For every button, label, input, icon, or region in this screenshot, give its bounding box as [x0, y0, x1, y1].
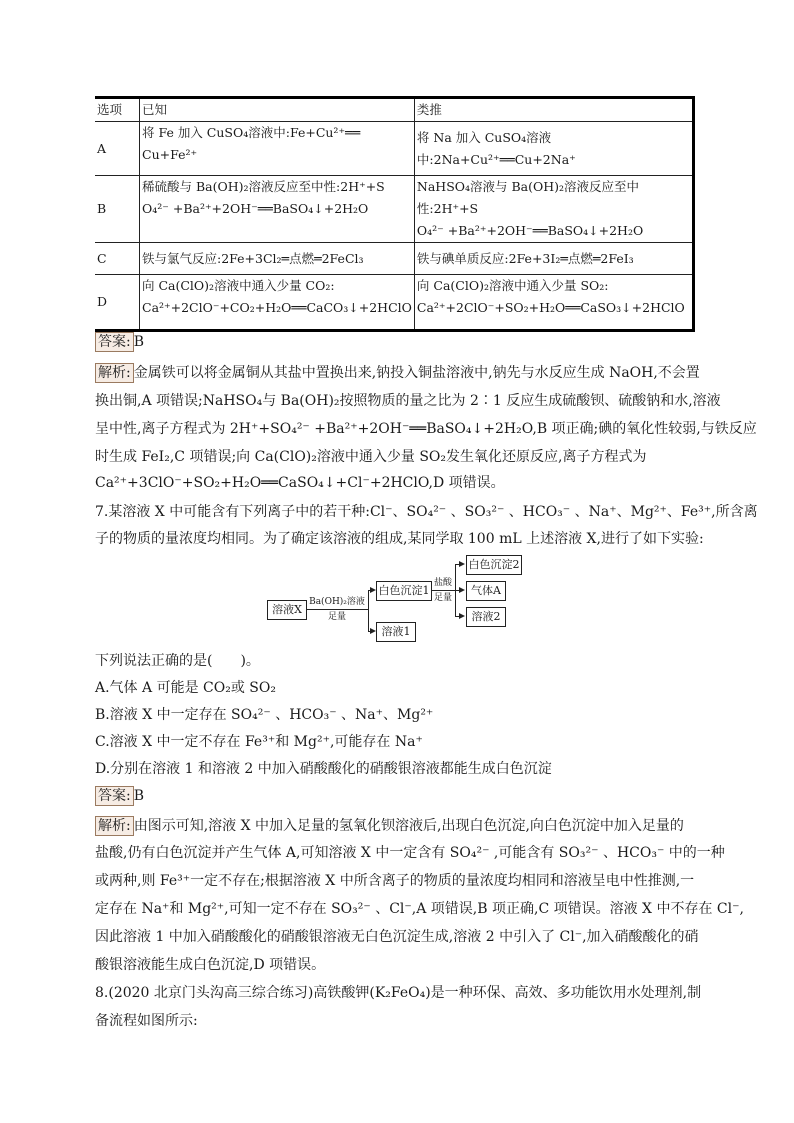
table-cell-known — [140, 176, 415, 243]
analogy-line-2: Ca²⁺+2ClO⁻+SO₂+H₂O══CaSO₃↓+2HClO — [416, 300, 685, 315]
white-ppt1-box: 白色沉淀1 — [376, 581, 432, 601]
table-header-analogy: 类推 — [414, 98, 693, 122]
analogy-line-1: 将 Na 加入 CuSO₄溶液中:2Na+Cu²⁺══Cu+2Na⁺ — [416, 129, 576, 167]
table-cell-option: D — [95, 275, 140, 331]
table-cell-known — [140, 243, 415, 275]
flow-branch — [368, 590, 369, 631]
answer-tag: 答案: — [95, 332, 134, 352]
analysis-tag: 解析: — [95, 816, 134, 836]
table-row — [95, 122, 694, 176]
table-cell-known — [140, 275, 415, 331]
q6-analysis-line-4: 时生成 FeI₂,C 项错误;向 Ca(ClO)₂溶液中通入少量 SO₂发生氧化还原反应,离子方程式为 — [95, 449, 647, 465]
known-line-2: Cu+Fe²⁺ — [142, 147, 198, 162]
q7-analysis-line-5: 因此溶液 1 中加入硝酸酸化的硝酸银溶液无白色沉淀生成,溶液 2 中引入了 Cl⁻,加入硝酸酸化的硝 — [95, 929, 699, 945]
q6-analysis-line-5: Ca²⁺+3ClO⁻+SO₂+H₂O══CaSO₄↓+Cl⁻+2HClO,D 项错误。 — [95, 475, 505, 491]
reagent1-amount: 足量 — [327, 612, 346, 622]
flow-line — [306, 609, 368, 610]
known-line-1: 将 Fe 加入 CuSO₄溶液中:Fe+Cu²⁺══ — [142, 125, 361, 140]
table-cell-analogy — [414, 176, 693, 243]
q7-option-b: B.溶液 X 中一定存在 SO₄²⁻ 、HCO₃⁻ 、Na⁺、Mg²⁺ — [95, 707, 434, 723]
known-line-1: 向 Ca(ClO)₂溶液中通入少量 CO₂: — [142, 278, 335, 293]
q6-analysis-line-3: 呈中性,离子方程式为 2H⁺+SO₄²⁻ +Ba²⁺+2OH⁻══BaSO₄↓+2H₂O,B 项正确;碘的氧化性较弱,与铁反应 — [95, 421, 757, 437]
analysis-tag: 解析: — [95, 363, 134, 383]
reagent2-label: 盐酸 — [433, 578, 452, 588]
solution-x-box: 溶液X — [267, 600, 307, 620]
q6-answer-line — [95, 332, 705, 352]
table-header-option: 选项 — [95, 98, 140, 122]
arrow-icon — [459, 613, 465, 619]
reagent1-label: Ba(OH)₂溶液 — [309, 597, 365, 607]
answer-tag: 答案: — [95, 786, 134, 806]
q7-option-c: C.溶液 X 中一定不存在 Fe³⁺和 Mg²⁺,可能存在 Na⁺ — [95, 734, 423, 750]
q7-analysis-text: 由图示可知,溶液 X 中加入足量的氢氧化钡溶液后,出现白色沉淀,向白色沉淀中加入足量的 — [133, 818, 684, 834]
gas-a-box: 气体A — [466, 581, 506, 601]
q8-stem-line-2: 备流程如图所示: — [95, 1013, 198, 1029]
q7-analysis-line-6: 酸银溶液能生成白色沉淀,D 项错误。 — [95, 957, 326, 973]
arrow-icon — [459, 561, 465, 567]
table-header-known: 已知 — [140, 98, 415, 122]
q7-analysis-line-4: 定存在 Na⁺和 Mg²⁺,可知一定不存在 SO₃²⁻ 、Cl⁻,A 项错误,B 项正确,C 项错误。溶液 X 中不存在 Cl⁻, — [95, 901, 744, 917]
q7-option-d: D.分别在溶液 1 和溶液 2 中加入硝酸酸化的硝酸银溶液都能生成白色沉淀 — [95, 761, 552, 777]
table-cell-known — [140, 122, 415, 176]
q6-analysis-line-2: 换出铜,A 项错误;NaHSO₄与 Ba(OH)₂按照物质的量之比为 2∶1 反应生成硫酸钡、硫酸钠和水,溶液 — [95, 393, 721, 409]
q7-analysis-line-3: 或两种,则 Fe³⁺一定不存在;根据溶液 X 中所含离子的物质的量浓度均相同和溶液呈电中性推测,一 — [95, 873, 695, 889]
table-cell-analogy — [414, 275, 693, 331]
table-cell-analogy — [414, 243, 693, 275]
options-table — [95, 96, 695, 332]
q7-analysis-line-1 — [95, 815, 705, 836]
table-cell-option: A — [95, 122, 140, 176]
table-row — [95, 243, 694, 275]
known-line-1: 稀硫酸与 Ba(OH)₂溶液反应至中性:2H⁺+S — [142, 179, 385, 194]
q7-analysis-line-2: 盐酸,仍有白色沉淀并产生气体 A,可知溶液 X 中一定含有 SO₄²⁻ ,可能含有 SO₃²⁻ 、HCO₃⁻ 中的一种 — [95, 845, 725, 861]
known-line-1: 铁与氯气反应:2Fe+3Cl₂═点燃═2FeCl₃ — [142, 250, 364, 266]
analogy-line-1: 铁与碘单质反应:2Fe+3I₂═点燃═2FeI₃ — [416, 250, 634, 266]
q6-analysis-line-1 — [95, 362, 705, 383]
q7-stem-line-1: 7.某溶液 X 中可能含有下列离子中的若干种:Cl⁻、SO₄²⁻ 、SO₃²⁻ 、HCO₃⁻ 、Na⁺、Mg²⁺、Fe³⁺,所含离 — [95, 504, 758, 520]
analogy-line-1: NaHSO₄溶液与 Ba(OH)₂溶液反应至中性:2H⁺+S — [416, 179, 640, 216]
q7-stem-line-2: 子的物质的量浓度均相同。为了确定该溶液的组成,某同学取 100 mL 上述溶液 X,进行了如下实验: — [95, 531, 704, 547]
table-row — [95, 275, 694, 331]
analogy-line-2: O₄²⁻ +Ba²⁺+2OH⁻══BaSO₄↓+2H₂O — [416, 223, 644, 238]
white-ppt2-box: 白色沉淀2 — [466, 555, 522, 575]
solution2-box: 溶液2 — [466, 607, 506, 627]
flow-line — [431, 590, 455, 591]
table-header-row — [95, 98, 694, 122]
table-cell-analogy — [414, 122, 693, 176]
q7-question: 下列说法正确的是( )。 — [95, 653, 260, 669]
table-row — [95, 176, 694, 243]
q7-answer: B — [133, 788, 145, 804]
known-line-2: Ca²⁺+2ClO⁻+CO₂+H₂O══CaCO₃↓+2HClO — [142, 300, 412, 315]
q7-answer-line — [95, 786, 705, 806]
analogy-line-1: 向 Ca(ClO)₂溶液中通入少量 SO₂: — [416, 278, 609, 293]
known-line-2: O₄²⁻ +Ba²⁺+2OH⁻══BaSO₄↓+2H₂O — [142, 201, 369, 216]
q6-answer: B — [133, 334, 145, 350]
table-cell-option: B — [95, 176, 140, 243]
experiment-flowchart — [262, 552, 542, 648]
q8-stem-line-1: 8.(2020 北京门头沟高三综合练习)高铁酸钾(K₂FeO₄)是一种环保、高效、多功能饮用水处理剂,制 — [95, 985, 702, 1001]
q7-option-a: A.气体 A 可能是 CO₂或 SO₂ — [95, 680, 276, 696]
q6-analysis-text: 金属铁可以将金属铜从其盐中置换出来,钠投入铜盐溶液中,钠先与水反应生成 NaOH,不会置 — [133, 365, 700, 381]
table-cell-option: C — [95, 243, 140, 275]
reagent2-amount: 足量 — [433, 593, 452, 603]
arrow-icon — [459, 587, 465, 593]
solution1-box: 溶液1 — [376, 622, 416, 642]
